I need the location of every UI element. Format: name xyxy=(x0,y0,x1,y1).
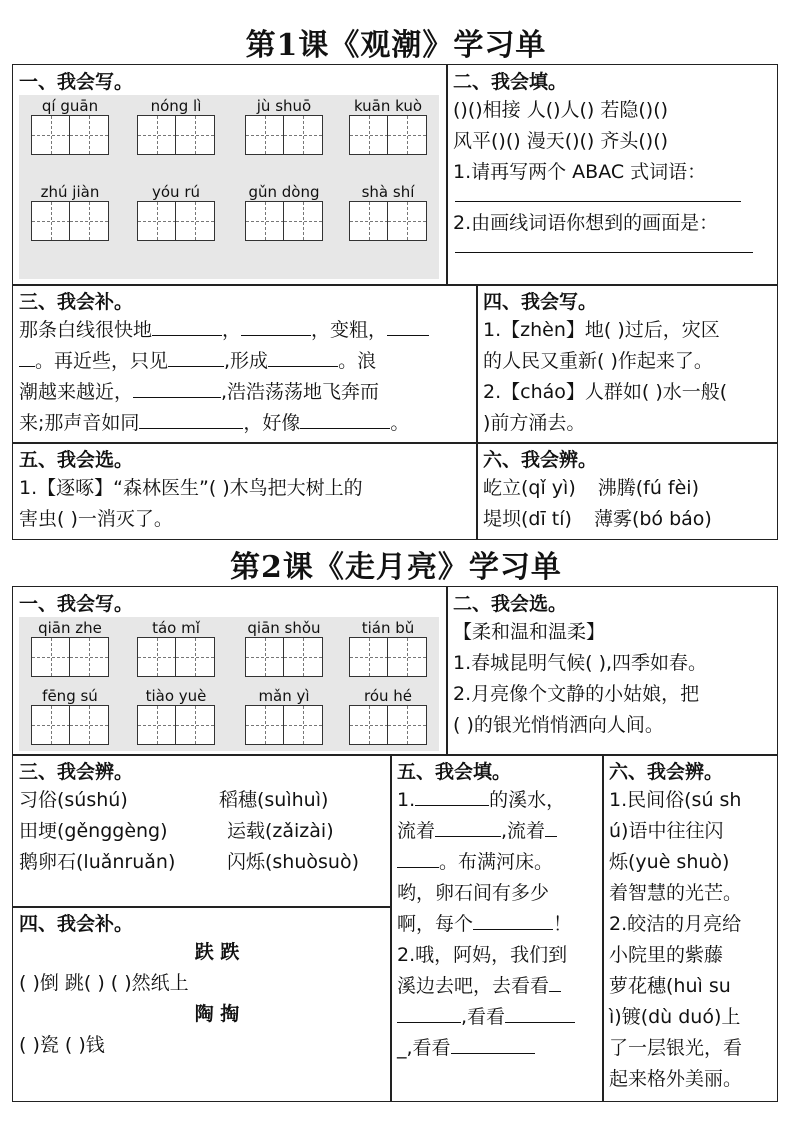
idiom-line: ()()相接 人()人() 若隐()() xyxy=(453,99,669,121)
writing-cell[interactable] xyxy=(175,201,215,241)
pinyin-word xyxy=(25,619,115,677)
pinyin-word xyxy=(239,183,329,241)
text: 习俗(súshú) xyxy=(19,789,128,811)
section-header: 三、我会补。 xyxy=(19,291,134,313)
question: 1.请再写两个 ABAC 式词语： xyxy=(453,161,707,183)
section-header: 一、我会写。 xyxy=(19,593,134,615)
pinyin-word xyxy=(343,619,433,677)
pinyin: gǔn dòng xyxy=(248,183,320,201)
pinyin: qiān shǒu xyxy=(247,619,321,637)
writing-cell[interactable] xyxy=(283,705,323,745)
text: 溪边去吧，去看看 xyxy=(397,975,550,997)
pinyin-word xyxy=(131,183,221,241)
answer-line[interactable] xyxy=(455,251,753,253)
blank[interactable] xyxy=(397,1002,461,1023)
text: 屹立(qǐ yì) xyxy=(483,477,576,499)
blank[interactable] xyxy=(133,377,221,398)
text: 。 xyxy=(390,412,410,434)
lesson1-title: 第1课《观潮》学习单 xyxy=(245,28,547,63)
blank[interactable] xyxy=(451,1033,535,1054)
pinyin-word xyxy=(131,97,221,155)
text-line: ú)语中往往闪 xyxy=(609,820,724,842)
text-line: 1.民间俗(sú sh xyxy=(609,789,742,811)
text-line xyxy=(397,847,597,878)
text-line: 了一层银光，看 xyxy=(609,1037,743,1059)
writing-cell[interactable] xyxy=(387,201,427,241)
text: 薄雾(bó báo) xyxy=(593,508,712,530)
pinyin: qiān zhe xyxy=(38,619,102,637)
section-header: 六、我会辨。 xyxy=(483,449,598,471)
pinyin: mǎn yì xyxy=(258,687,310,705)
lesson1-section-choose xyxy=(12,442,478,540)
text: 运载(zǎizài) xyxy=(227,820,334,842)
lesson1-section-fill xyxy=(446,64,778,286)
pinyin: jù shuō xyxy=(256,97,312,115)
pinyin-word xyxy=(239,619,329,677)
pinyin-word xyxy=(343,97,433,155)
pinyin: qí guān xyxy=(41,97,99,115)
text: 沸腾(fú fèi) xyxy=(597,477,699,499)
section-header: 三、我会辨。 xyxy=(19,761,134,783)
blank[interactable] xyxy=(387,315,429,336)
blank[interactable] xyxy=(397,847,439,868)
writing-cell[interactable] xyxy=(175,637,215,677)
lesson1-section-write-chars xyxy=(476,284,778,444)
pinyin: tiào yuè xyxy=(145,687,207,705)
text-line: 起来格外美丽。 xyxy=(609,1068,743,1090)
section-header: 五、我会填。 xyxy=(397,761,512,783)
section-header: 六、我会辨。 xyxy=(609,761,724,783)
text: ,形成 xyxy=(224,350,269,372)
writing-cell[interactable] xyxy=(245,637,285,677)
writing-cell[interactable] xyxy=(245,201,285,241)
writing-cell[interactable] xyxy=(283,637,323,677)
text-line: 害虫( )一消灭了。 xyxy=(19,508,173,530)
writing-cell[interactable] xyxy=(349,705,389,745)
text-line xyxy=(19,847,385,878)
text-line: )前方涌去。 xyxy=(483,412,586,434)
lesson2-section-distinguish-2 xyxy=(602,754,778,1102)
lesson2-section-write xyxy=(12,586,448,756)
pinyin: róu hé xyxy=(363,687,413,705)
pinyin-grid xyxy=(19,617,439,751)
answer-line[interactable] xyxy=(455,200,741,202)
text-line xyxy=(397,785,597,816)
blank[interactable] xyxy=(19,346,35,367)
pinyin: nóng lì xyxy=(150,97,202,115)
pinyin-word xyxy=(239,687,329,745)
text-line: ( )瓷 ( )钱 xyxy=(19,1034,105,1056)
text-line xyxy=(19,315,471,346)
blank[interactable] xyxy=(152,315,222,336)
lesson1-section-distinguish xyxy=(476,442,778,540)
pinyin-word xyxy=(25,687,115,745)
text: 。布满河床。 xyxy=(439,851,554,873)
pinyin: fēng sú xyxy=(42,687,98,705)
text-line xyxy=(19,408,471,439)
writing-cell[interactable] xyxy=(69,637,109,677)
text-line: ì)镀(dù duó)上 xyxy=(609,1006,741,1028)
pinyin: yóu rú xyxy=(151,183,200,201)
blank[interactable] xyxy=(268,346,338,367)
pinyin-grid xyxy=(19,95,439,279)
text-line xyxy=(397,971,597,1002)
text: 。再近些，只见 xyxy=(35,350,169,372)
writing-cell[interactable] xyxy=(283,201,323,241)
text-line xyxy=(483,473,771,504)
writing-cell[interactable] xyxy=(31,705,71,745)
writing-cell[interactable] xyxy=(349,637,389,677)
char-pair: 趺 跌 xyxy=(194,941,240,963)
text: 。浪 xyxy=(338,350,377,372)
section-header: 四、我会补。 xyxy=(19,913,134,935)
writing-cell[interactable] xyxy=(387,115,427,155)
lesson2-section-fill xyxy=(390,754,604,1102)
writing-cell[interactable] xyxy=(31,637,71,677)
text-line xyxy=(19,816,385,847)
lesson2-section-distinguish xyxy=(12,754,392,908)
text-line xyxy=(19,785,385,816)
text: 啊，每个 xyxy=(397,913,474,935)
pinyin: táo mǐ xyxy=(152,619,200,637)
writing-cell[interactable] xyxy=(283,115,323,155)
section-header: 二、我会选。 xyxy=(453,593,568,615)
writing-cell[interactable] xyxy=(175,115,215,155)
lesson2-title: 第2课《走月亮》学习单 xyxy=(230,550,562,585)
blank[interactable] xyxy=(168,346,224,367)
text-line: 1.【zhèn】地( )过后，灾区 xyxy=(483,319,720,341)
writing-cell[interactable] xyxy=(245,115,285,155)
writing-cell[interactable] xyxy=(137,705,177,745)
text: ,流着 xyxy=(501,820,546,842)
section-header: 二、我会填。 xyxy=(453,71,568,93)
lesson2-section-choose xyxy=(446,586,778,756)
char-pair: 陶 掏 xyxy=(194,1003,240,1025)
text-line xyxy=(483,504,771,535)
blank[interactable] xyxy=(549,971,561,992)
pinyin: kuān kuò xyxy=(353,97,423,115)
lesson1-section-complete xyxy=(12,284,478,444)
writing-cell[interactable] xyxy=(349,201,389,241)
text-line: 哟，卵石间有多少 xyxy=(397,882,550,904)
text: ！ xyxy=(553,913,573,935)
text-line: 1.春城昆明气候( ),四季如春。 xyxy=(453,652,708,674)
text-line: 着智慧的光芒。 xyxy=(609,882,743,904)
text: 鹅卵石(luǎnruǎn) xyxy=(19,851,176,873)
writing-cell[interactable] xyxy=(69,115,109,155)
pinyin-word xyxy=(239,97,329,155)
writing-cell[interactable] xyxy=(137,637,177,677)
text-line: 萝花穗(huì su xyxy=(609,975,731,997)
text-line: 【柔和温和温柔】 xyxy=(453,621,606,643)
text-line: 2.【cháo】人群如( )水一般( xyxy=(483,381,728,403)
pinyin-word xyxy=(131,687,221,745)
blank[interactable] xyxy=(435,816,501,837)
text: _,看看 xyxy=(397,1037,451,1059)
writing-cell[interactable] xyxy=(175,705,215,745)
pinyin: tián bǔ xyxy=(361,619,415,637)
writing-cell[interactable] xyxy=(245,705,285,745)
text: 堤坝(dī tí) xyxy=(483,508,572,530)
text-line xyxy=(19,377,471,408)
writing-cell[interactable] xyxy=(31,115,71,155)
blank[interactable] xyxy=(241,315,311,336)
text-line: ( )的银光悄悄洒向人间。 xyxy=(453,714,664,736)
text-line: 2.哦，阿妈，我们到 xyxy=(397,944,568,966)
blank[interactable] xyxy=(139,408,243,429)
blank[interactable] xyxy=(473,909,553,930)
text-line: 的人民又重新( )作起来了。 xyxy=(483,350,713,372)
text-line xyxy=(397,1033,597,1064)
writing-cell[interactable] xyxy=(387,637,427,677)
section-header: 四、我会写。 xyxy=(483,291,598,313)
pinyin-word xyxy=(25,183,115,241)
blank[interactable] xyxy=(300,408,390,429)
text: 1. xyxy=(397,789,416,811)
pinyin-word xyxy=(343,183,433,241)
writing-cell[interactable] xyxy=(31,201,71,241)
blank[interactable] xyxy=(415,785,489,806)
blank[interactable] xyxy=(545,816,557,837)
writing-cell[interactable] xyxy=(387,705,427,745)
text: ，好像 xyxy=(243,412,301,434)
text: ,看看 xyxy=(461,1006,506,1028)
text-line: 烁(yuè shuò) xyxy=(609,851,730,873)
text: ,浩浩荡荡地飞奔而 xyxy=(221,381,380,403)
text-line: 小院里的紫藤 xyxy=(609,944,724,966)
text: 来;那声音如同 xyxy=(19,412,140,434)
question: 2.由画线词语你想到的画面是： xyxy=(453,212,719,234)
text: ， xyxy=(222,319,242,341)
text: 田埂(gěnggèng) xyxy=(19,820,168,842)
writing-cell[interactable] xyxy=(349,115,389,155)
pinyin-word xyxy=(343,687,433,745)
text: ，变粗， xyxy=(311,319,388,341)
text: 流着 xyxy=(397,820,436,842)
text: 那条白线很快地 xyxy=(19,319,153,341)
section-header: 五、我会选。 xyxy=(19,449,134,471)
pinyin-word xyxy=(25,97,115,155)
writing-cell[interactable] xyxy=(69,201,109,241)
text-line xyxy=(397,816,597,847)
text: 潮越来越近， xyxy=(19,381,134,403)
blank[interactable] xyxy=(505,1002,575,1023)
lesson1-section-write xyxy=(12,64,448,286)
pinyin: shà shí xyxy=(361,183,415,201)
text-line xyxy=(397,1002,597,1033)
text-line: 1.【逐啄】“森林医生”( )木鸟把大树上的 xyxy=(19,477,363,499)
text: 的溪水， xyxy=(489,789,566,811)
writing-cell[interactable] xyxy=(69,705,109,745)
pinyin-word xyxy=(131,619,221,677)
text-line: 2.月亮像个文静的小姑娘，把 xyxy=(453,683,700,705)
text-line: 2.皎洁的月亮给 xyxy=(609,913,742,935)
section-header: 一、我会写。 xyxy=(19,71,134,93)
text-line: ( )倒 跳( ) ( )然纸上 xyxy=(19,972,189,994)
idiom-line: 风平()() 漫天()() 齐头()() xyxy=(453,130,669,152)
pinyin: zhú jiàn xyxy=(40,183,100,201)
text-line xyxy=(397,909,597,940)
text-line xyxy=(19,346,471,377)
lesson2-section-complete xyxy=(12,906,392,1102)
writing-cell[interactable] xyxy=(137,201,177,241)
text: 稻穗(suìhuì) xyxy=(219,789,329,811)
writing-cell[interactable] xyxy=(137,115,177,155)
text: 闪烁(shuòsuò) xyxy=(227,851,359,873)
